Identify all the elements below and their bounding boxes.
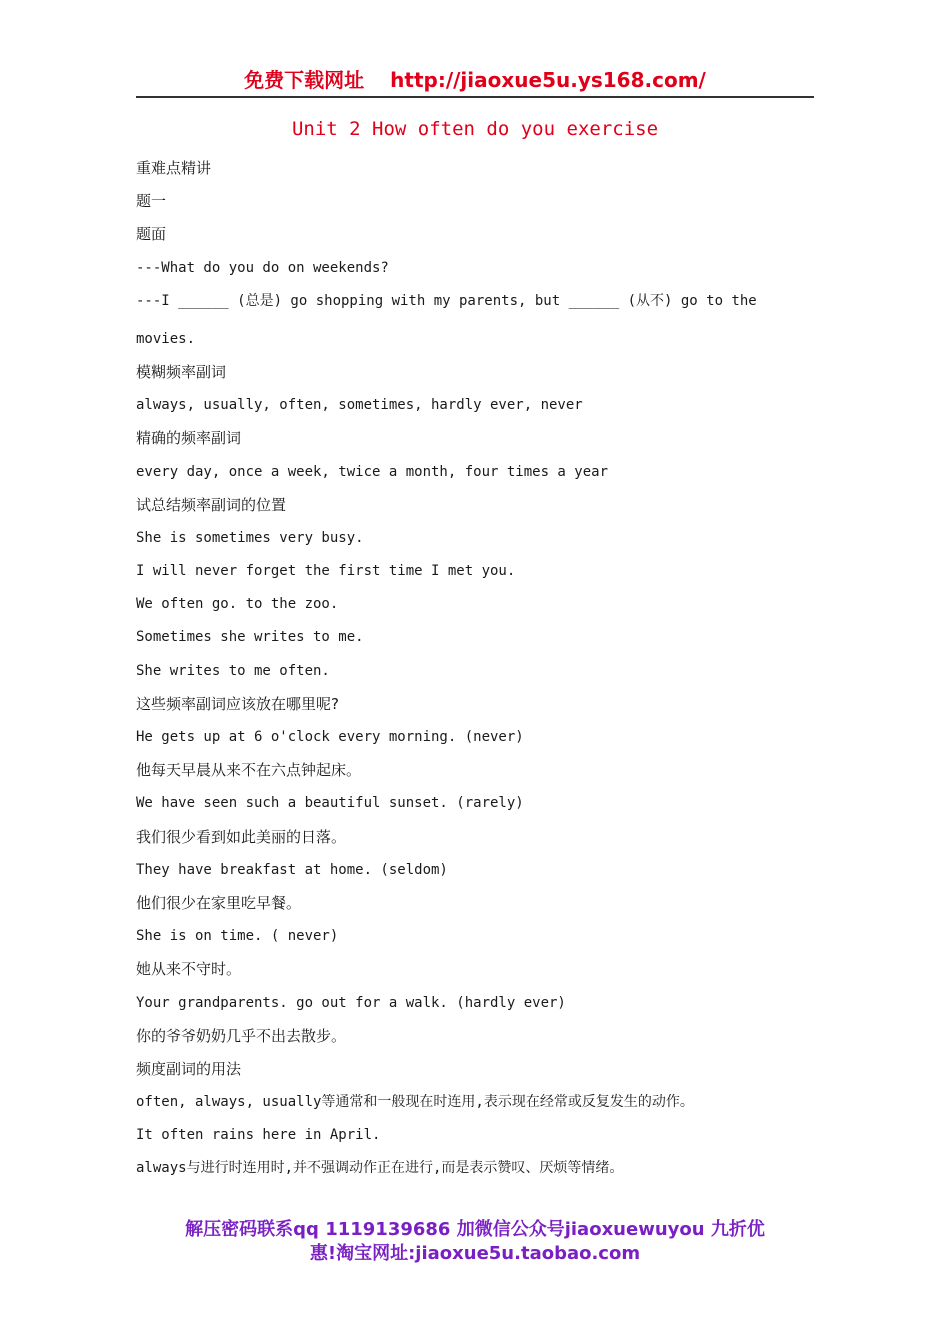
exercise-sentence: He gets up at 6 o'clock every morning. (never) bbox=[136, 729, 524, 745]
dialogue-answer: ---I ______ (总是) go shopping with my parents, but ______ (从不) go to the bbox=[136, 292, 757, 309]
page-title: Unit 2 How often do you exercise bbox=[291, 118, 659, 140]
page-footer bbox=[0, 1218, 950, 1266]
exercise-sentence: We have seen such a beautiful sunset. (rarely) bbox=[136, 795, 524, 812]
exercise-translation: 他每天早晨从来不在六点钟起床。 bbox=[136, 761, 362, 780]
header-url-link[interactable]: http://jiaoxue5u.ys168.com/ bbox=[390, 68, 706, 92]
usage-example: It often rains here in April. bbox=[136, 1127, 381, 1144]
dialogue-answer-continued: movies. bbox=[136, 330, 196, 347]
usage-note: often, always, usually等通常和一般现在时连用,表示现在经常或反复发生的动作。 bbox=[136, 1094, 694, 1111]
exercise-translation: 你的爷爷奶奶几乎不出去散步。 bbox=[136, 1026, 347, 1045]
example-sentence: She is sometimes very busy. bbox=[136, 529, 364, 546]
subheading-vague-adverbs: 模糊频率副词 bbox=[136, 362, 227, 381]
example-sentence: She writes to me often. bbox=[136, 662, 330, 679]
exercise-sentence: She is on time. ( never) bbox=[136, 928, 339, 945]
exercise-sentence: They have breakfast at home. (seldom) bbox=[136, 861, 448, 878]
question-label: 题面 bbox=[136, 225, 167, 244]
subheading-usage: 频度副词的用法 bbox=[136, 1059, 242, 1078]
footer-shop-link[interactable]: 惠!淘宝网址:jiaoxue5u.taobao.com bbox=[309, 1243, 641, 1264]
section-heading: 重难点精讲 bbox=[136, 159, 212, 177]
exercise-translation: 他们很少在家里吃早餐。 bbox=[136, 893, 302, 912]
usage-note: always与进行时连用时,并不强调动作正在进行,而是表示赞叹、厌烦等情绪。 bbox=[136, 1160, 624, 1177]
header-label: 免费下载网址 bbox=[244, 68, 365, 92]
exercise-translation: 我们很少看到如此美丽的日落。 bbox=[136, 827, 347, 846]
exercise-sentence: Your grandparents. go out for a walk. (hardly ever) bbox=[136, 994, 566, 1011]
document-body bbox=[136, 156, 816, 1190]
footer-contact-line: 解压密码联系qq 1119139686 加微信公众号jiaoxuewuyou 九折优 bbox=[185, 1219, 765, 1240]
precise-adverbs-list: every day, once a week, twice a month, four times a year bbox=[136, 463, 609, 480]
exercise-translation: 她从来不守时。 bbox=[136, 960, 242, 979]
position-question: 这些频率副词应该放在哪里呢? bbox=[136, 694, 339, 713]
question-number: 题一 bbox=[136, 192, 167, 211]
example-sentence: Sometimes she writes to me. bbox=[136, 629, 364, 646]
example-sentence: I will never forget the first time I met you. bbox=[136, 563, 516, 580]
subheading-position: 试总结频率副词的位置 bbox=[136, 495, 287, 514]
example-sentence: We often go. to the zoo. bbox=[136, 596, 339, 613]
subheading-precise-adverbs: 精确的频率副词 bbox=[136, 429, 242, 448]
page-header bbox=[136, 66, 814, 98]
dialogue-question: ---What do you do on weekends? bbox=[136, 259, 389, 276]
vague-adverbs-list: always, usually, often, sometimes, hardly ever, never bbox=[136, 397, 583, 414]
